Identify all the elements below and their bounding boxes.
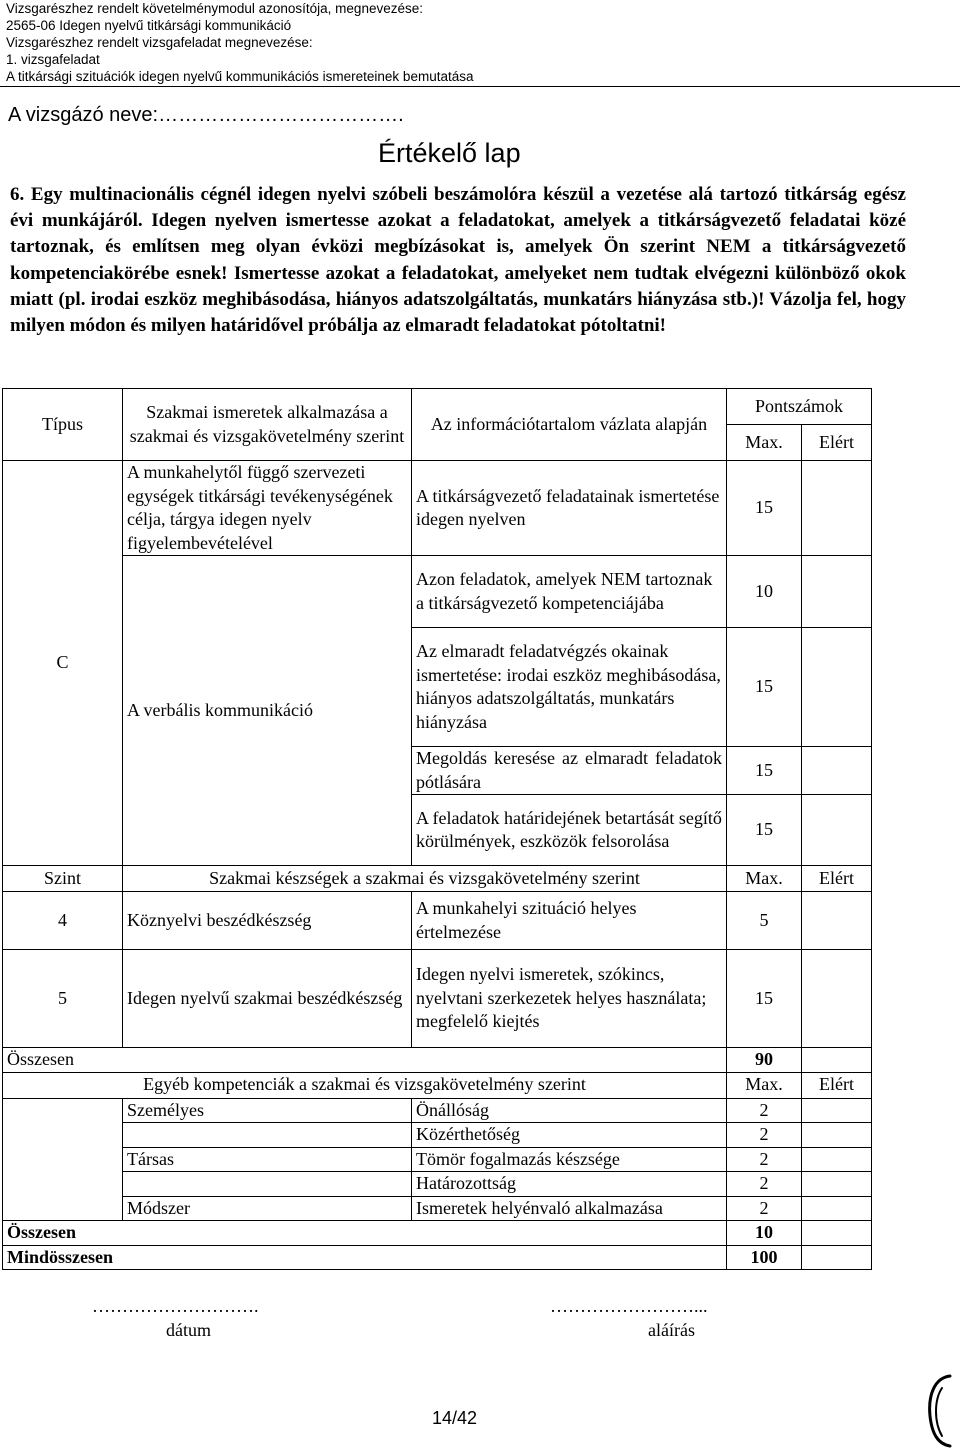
achieved-points-cell[interactable]	[802, 1123, 872, 1148]
competency-group	[123, 1172, 412, 1197]
max-points-cell: 2	[727, 1172, 802, 1197]
skill-description: A munkahelyi szituáció helyes értelmezése	[412, 892, 727, 950]
other-competencies-title: Egyéb kompetenciák a szakmai és vizsgakövetelmény szerint	[3, 1072, 727, 1098]
header-points: Pontszámok	[727, 389, 872, 425]
max-points-cell: 15	[727, 795, 802, 866]
skills-max-header: Max.	[727, 866, 802, 892]
empty-cell	[3, 1123, 123, 1148]
max-points-cell: 15	[727, 628, 802, 747]
page-title: Értékelő lap	[378, 138, 521, 168]
date-label: dátum	[166, 1320, 211, 1340]
competency-name: Ismeretek helyénvaló alkalmazása	[412, 1196, 727, 1221]
type-value: C	[3, 461, 123, 866]
competency-name: Közérthetőség	[412, 1123, 727, 1148]
header-line-task: Vizsgarészhez rendelt vizsgafeladat megnevezése:	[6, 35, 313, 50]
achieved-points-cell[interactable]	[802, 1098, 872, 1123]
achieved-points-cell[interactable]	[802, 1147, 872, 1172]
competency-group: Társas	[123, 1147, 412, 1172]
candidate-name-line: A vizsgázó neve:……………………………….	[8, 104, 404, 126]
grand-total-value: 100	[727, 1245, 802, 1270]
achieved-points-cell[interactable]	[802, 1221, 872, 1246]
competency-name: Tömör fogalmazás készsége	[412, 1147, 727, 1172]
date-dotted-line: ……………………….	[92, 1296, 259, 1316]
signature-dotted-line: ……………………...	[550, 1296, 708, 1316]
skills-level-header: Szint	[3, 866, 123, 892]
empty-cell	[3, 1098, 123, 1123]
competency-group	[123, 1123, 412, 1148]
header-line-task-number: 1. vizsgafeladat	[6, 52, 100, 67]
skill-level: 5	[3, 950, 123, 1048]
outline-cell: A titkárságvezető feladatainak ismertetése idegen nyelven	[412, 461, 727, 556]
achieved-points-cell[interactable]	[802, 556, 872, 628]
max-points-cell: 10	[727, 556, 802, 628]
evaluation-table	[2, 388, 872, 1270]
skill-description: Idegen nyelvi ismeretek, szókincs, nyelvtani szerkezetek helyes használata; megfelelő kiejtés	[412, 950, 727, 1048]
achieved-points-cell[interactable]	[802, 747, 872, 795]
empty-cell	[3, 1196, 123, 1221]
achieved-points-cell[interactable]	[802, 1196, 872, 1221]
max-points-cell: 5	[727, 892, 802, 950]
outline-cell: Azon feladatok, amelyek NEM tartoznak a titkárságvezető kompetenciájába	[412, 556, 727, 628]
competency-name: Határozottság	[412, 1172, 727, 1197]
empty-cell	[3, 1147, 123, 1172]
knowledge-cell: A munkahelytől függő szervezeti egységek titkársági tevékenységének célja, tárgya idegen nyelv figyelembevételével	[123, 461, 412, 556]
max-points-cell: 2	[727, 1196, 802, 1221]
achieved-points-cell[interactable]	[802, 461, 872, 556]
subtotal-label: Összesen	[3, 1221, 727, 1246]
outline-cell: A feladatok határidejének betartását segítő körülmények, eszközök felsorolása	[412, 795, 727, 866]
header-achieved: Elért	[802, 425, 872, 461]
subtotal-value: 10	[727, 1221, 802, 1246]
competency-group: Személyes	[123, 1098, 412, 1123]
signature-label: aláírás	[648, 1320, 695, 1340]
achieved-points-cell[interactable]	[802, 892, 872, 950]
handwritten-mark-icon	[920, 1370, 956, 1455]
outline-cell: Az elmaradt feladatvégzés okainak ismertetése: irodai eszköz meghibásodása, hiányos adatszolgáltatás, munkatárs hiányzása	[412, 628, 727, 747]
subtotal-label: Összesen	[3, 1048, 727, 1073]
grand-total-label: Mindösszesen	[3, 1245, 727, 1270]
max-points-cell: 2	[727, 1123, 802, 1148]
max-points-cell: 15	[727, 950, 802, 1048]
task-description: 6. Egy multinacionális cégnél idegen nyelvi szóbeli beszámolóra készül a vezetése alá tartozó titkárság egész évi munkájáról. Idegen nyelven ismertesse azokat a feladatokat, amelyek a titkárságvezető feladatai közé tartoznak, és említsen meg olyan évközi megbízásokat is, amelyek Ön szerint NEM a titkárságvezető kompetenciakörébe esnek! Ismertesse azokat a feladatokat, amelyeket nem tudtak elvégezni különböző okok miatt (pl. irodai eszköz meghibásodása, hiányos adatszolgáltatás, munkatárs hiányzása stb.)! Vázolja fel, hogy milyen módon és milyen határidővel próbálja az elmaradt feladatokat pótoltatni!	[10, 184, 906, 337]
achieved-points-cell[interactable]	[802, 795, 872, 866]
subtotal-value: 90	[727, 1048, 802, 1073]
skill-name: Köznyelvi beszédkészség	[123, 892, 412, 950]
max-points-cell: 15	[727, 747, 802, 795]
header-line-task-name: A titkársági szituációk idegen nyelvű kommunikációs ismereteinek bemutatása	[6, 69, 474, 84]
other-achieved-header: Elért	[802, 1072, 872, 1098]
header-line-module: Vizsgarészhez rendelt követelménymodul azonosítója, megnevezése:	[6, 1, 423, 16]
skills-achieved-header: Elért	[802, 866, 872, 892]
empty-cell	[3, 1172, 123, 1197]
page-number: 14/42	[432, 1408, 478, 1428]
max-points-cell: 2	[727, 1098, 802, 1123]
skills-section-title: Szakmai készségek a szakmai és vizsgakövetelmény szerint	[123, 866, 727, 892]
document-header	[6, 0, 473, 85]
knowledge-cell: A verbális kommunikáció	[123, 556, 412, 866]
header-line-module-name: 2565-06 Idegen nyelvű titkársági kommunikáció	[6, 18, 292, 33]
achieved-points-cell[interactable]	[802, 1172, 872, 1197]
achieved-points-cell[interactable]	[802, 1245, 872, 1270]
outline-cell: Megoldás keresése az elmaradt feladatok pótlására	[412, 747, 727, 795]
skill-name: Idegen nyelvű szakmai beszédkészség	[123, 950, 412, 1048]
header-type: Típus	[3, 389, 123, 461]
skill-level: 4	[3, 892, 123, 950]
competency-name: Önállóság	[412, 1098, 727, 1123]
max-points-cell: 2	[727, 1147, 802, 1172]
achieved-points-cell[interactable]	[802, 1048, 872, 1073]
achieved-points-cell[interactable]	[802, 950, 872, 1048]
achieved-points-cell[interactable]	[802, 628, 872, 747]
header-max: Max.	[727, 425, 802, 461]
other-max-header: Max.	[727, 1072, 802, 1098]
competency-group: Módszer	[123, 1196, 412, 1221]
max-points-cell: 15	[727, 461, 802, 556]
header-outline: Az információtartalom vázlata alapján	[412, 389, 727, 461]
header-divider	[0, 86, 960, 87]
header-knowledge: Szakmai ismeretek alkalmazása a szakmai és vizsgakövetelmény szerint	[123, 389, 412, 461]
